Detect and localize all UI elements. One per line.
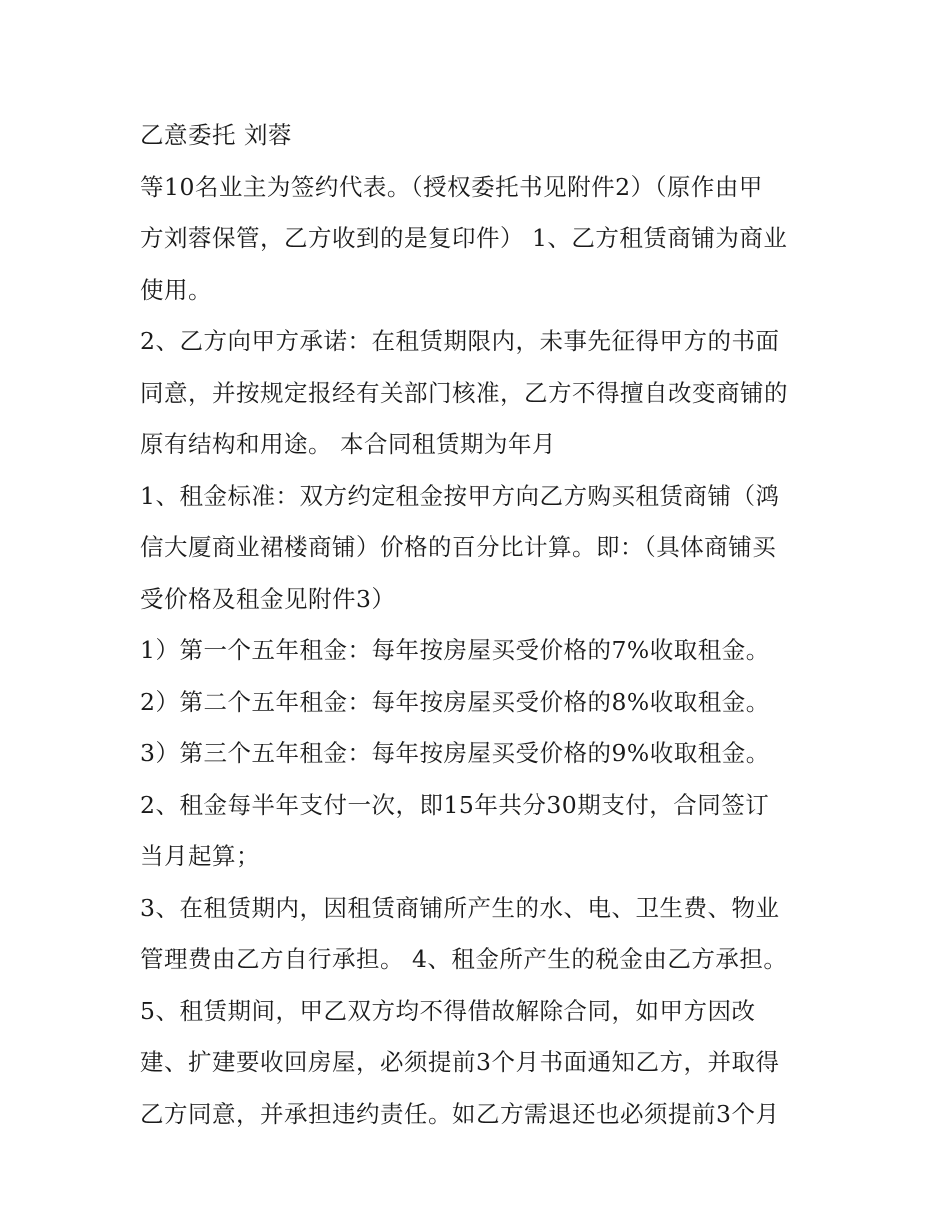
text-line: 方刘蓉保管，乙方收到的是复印件） 1、乙方租赁商铺为商业 (140, 224, 788, 252)
text-line: 1）第一个五年租金：每年按房屋买受价格的7%收取租金。 (140, 636, 770, 664)
text-line: 5、租赁期间，甲乙双方均不得借故解除合同，如甲方因改 (140, 996, 756, 1025)
text-line: 3、在租赁期内，因租赁商铺所产生的水、电、卫生费、物业 (140, 893, 780, 922)
text-line: 受价格及租金见附件3） (140, 584, 396, 613)
text-line: 管理费由乙方自行承担。 4、租金所产生的税金由乙方承担。 (140, 945, 788, 973)
text-line: 乙方同意，并承担违约责任。如乙方需退还也必须提前3个月 (140, 1099, 780, 1128)
text-line: 使用。 (140, 275, 212, 304)
text-line: 信大厦商业裙楼商铺）价格的百分比计算。即：（具体商铺买 (140, 533, 777, 561)
text-line: 原有结构和用途。 本合同租赁期为年月 (140, 430, 556, 458)
text-line: 3）第三个五年租金：每年按房屋买受价格的9%收取租金。 (140, 739, 770, 767)
text-line: 2）第二个五年租金：每年按房屋买受价格的8%收取租金。 (140, 687, 770, 716)
document-body (140, 110, 820, 1140)
text-line: 建、扩建要收回房屋，必须提前3个月书面通知乙方，并取得 (140, 1048, 780, 1076)
text-line: 2、乙方向甲方承诺：在租赁期限内，未事先征得甲方的书面 (140, 327, 780, 355)
text-line: 同意，并按规定报经有关部门核准，乙方不得擅自改变商铺的 (140, 378, 788, 407)
text-line: 2、租金每半年支付一次，即15年共分30期支付，合同签订 (140, 790, 770, 819)
text-line: 乙意委托 刘蓉 (140, 121, 292, 149)
text-line: 1、租金标准：双方约定租金按甲方向乙方购买租赁商铺（鸿 (140, 481, 780, 510)
text-line: 等10名业主为签约代表。（授权委托书见附件2）（原作由甲 (140, 172, 763, 201)
text-line: 当月起算； (140, 842, 260, 870)
